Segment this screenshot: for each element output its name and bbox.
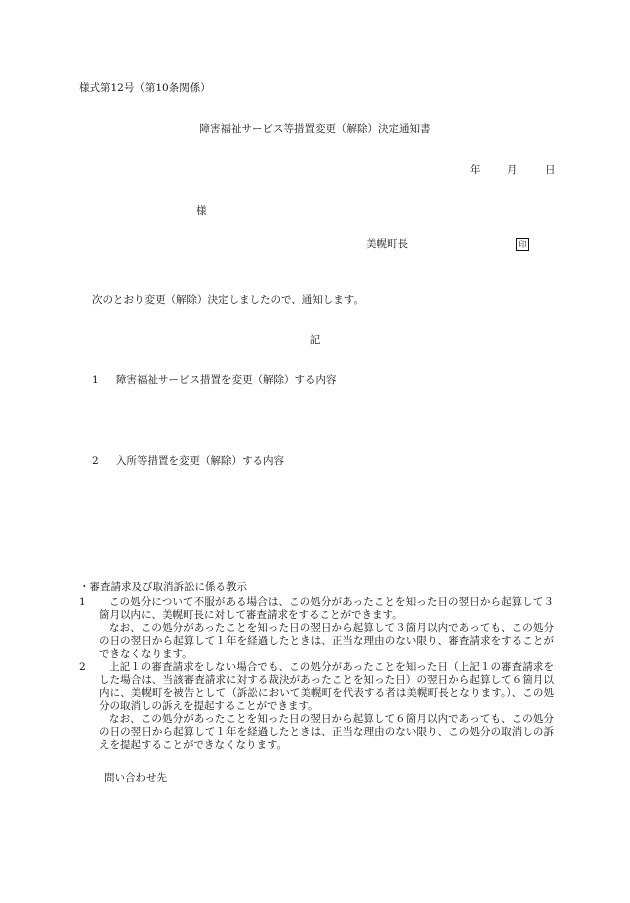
- item-number: 1: [92, 374, 99, 386]
- intro-text: 次のとおり変更（解除）決定しましたので、通知します。: [92, 294, 364, 306]
- document-title: 障害福祉サービス等措置変更（解除）決定通知書: [199, 123, 431, 135]
- notice-paragraph-1: [79, 596, 554, 661]
- date-day-label: 日: [545, 164, 556, 176]
- date-line: [470, 164, 556, 177]
- paragraph-number: 1: [79, 596, 86, 608]
- form-number: 様式第12号（第10条関係）: [79, 82, 211, 94]
- paragraph-sub: なお、この処分があったことを知った日の翌日から起算して３箇月以内であっても、この処分の日の翌日から起算して１年を経過したときは、正当な理由のない限り、審査請求をすることができなくなります。: [99, 622, 554, 660]
- item-label: 入所等措置を変更（解除）する内容: [116, 455, 284, 467]
- item-number: 2: [92, 455, 99, 467]
- paragraph-number: 2: [79, 661, 86, 673]
- date-month-label: 月: [507, 164, 518, 176]
- seal-mark: 印: [516, 238, 529, 251]
- paragraph-main: この処分について不服がある場合は、この処分があったことを知った日の翌日から起算して３箇月以内に、美幌町長に対して審査請求をすることができます。: [99, 596, 554, 621]
- paragraph-main: 上記１の審査請求をしない場合でも、この処分があったことを知った日（上記１の審査請求をした場合は、当該審査請求に対する裁決があったことを知った日）の翌日から起算して６箇月以内に、美幌町を被告として（訴訟において美幌町を代表する者は美幌町長となります。）、この処分の取消しの訴えを提起することができます。: [99, 661, 554, 712]
- item-2: [92, 455, 284, 468]
- notice-paragraph-2: [79, 661, 554, 752]
- issuer-name: 美幌町長: [366, 238, 408, 250]
- addressee-suffix: 様: [196, 205, 207, 217]
- contact-label: 問い合わせ先: [104, 772, 167, 784]
- item-label: 障害福祉サービス措置を変更（解除）する内容: [116, 374, 337, 386]
- notice-heading: ・審査請求及び取消訴訟に係る教示: [79, 581, 247, 593]
- ki-heading: 記: [309, 334, 321, 346]
- paragraph-sub: なお、この処分があったことを知った日の翌日から起算して６箇月以内であっても、この処分の日の翌日から起算して１年を経過したときは、正当な理由のない限り、この処分の取消しの訴えを提起することができなくなります。: [99, 713, 554, 751]
- item-1: [92, 374, 337, 387]
- notice-body: [79, 596, 554, 752]
- date-year-label: 年: [470, 164, 481, 176]
